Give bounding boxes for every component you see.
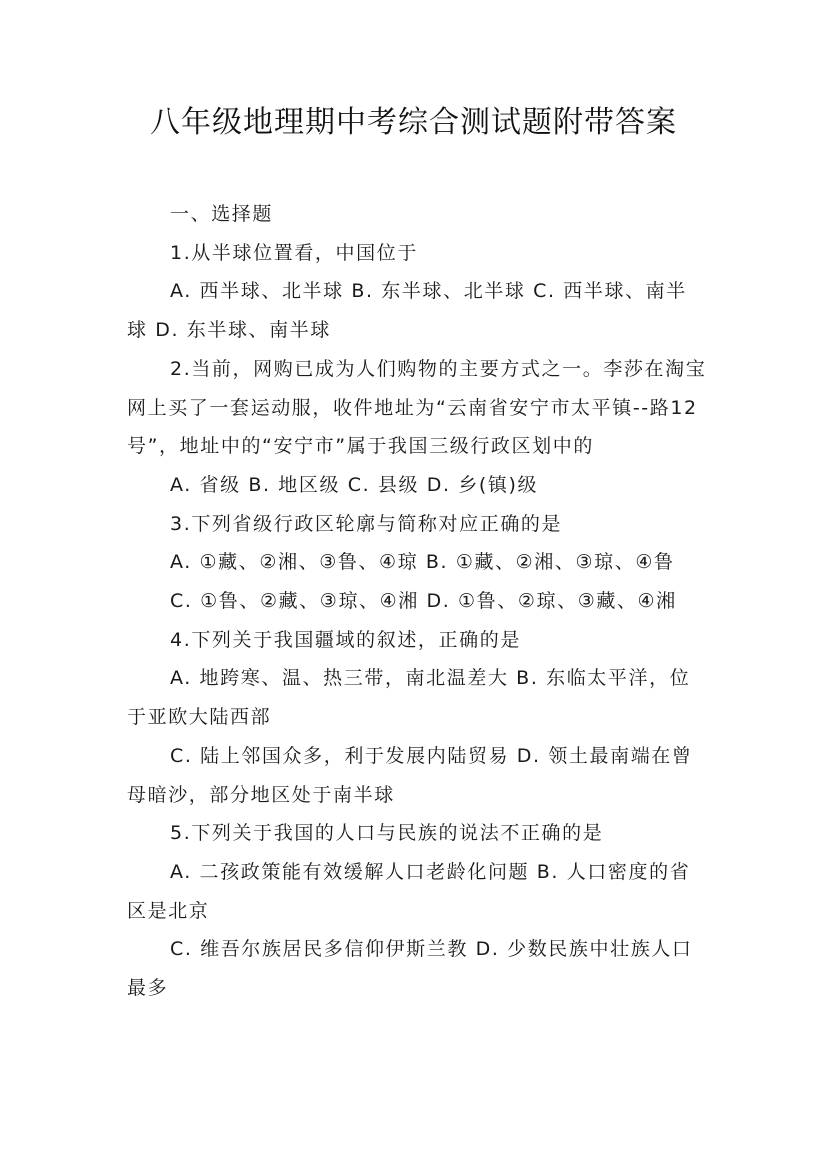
question-4-stem: 4.下列关于我国疆域的叙述，正确的是 — [170, 628, 521, 651]
question-2-options: A. 省级 B. 地区级 C. 县级 D. 乡(镇)级 — [170, 473, 539, 496]
question-3-stem: 3.下列省级行政区轮廓与简称对应正确的是 — [170, 512, 563, 535]
question-1-stem: 1.从半球位置看，中国位于 — [170, 241, 418, 264]
document-body — [127, 195, 707, 1008]
section-heading: 一、选择题 — [170, 203, 274, 225]
question-4-options-cd: C. 陆上邻国众多，利于发展内陆贸易 D. 领土最南端在曾母暗沙，部分地区处于南半球 — [127, 744, 693, 806]
question-5-stem: 5.下列关于我国的人口与民族的说法不正确的是 — [170, 822, 604, 845]
question-3-options-cd: C. ①鲁、②藏、③琼、④湘 D. ①鲁、②琼、③藏、④湘 — [170, 590, 677, 613]
question-4-options-ab: A. 地跨寒、温、热三带，南北温差大 B. 东临太平洋，位于亚欧大陆西部 — [127, 667, 691, 729]
question-3-options-ab: A. ①藏、②湘、③鲁、④琼 B. ①藏、②湘、③琼、④鲁 — [170, 551, 675, 574]
question-2-stem: 2.当前，网购已成为人们购物的主要方式之一。李莎在淘宝网上买了一套运动服，收件地址为“云南省安宁市太平镇--路12号”，地址中的“安宁市”属于我国三级行政区划中的 — [127, 357, 707, 458]
question-1-options: A. 西半球、北半球 B. 东半球、北半球 C. 西半球、南半球 D. 东半球、南半球 — [127, 280, 687, 342]
document-title: 八年级地理期中考综合测试题附带答案 — [150, 105, 677, 140]
question-5-options-ab: A. 二孩政策能有效缓解人口老龄化问题 B. 人口密度的省区是北京 — [127, 860, 691, 922]
question-5-options-cd: C. 维吾尔族居民多信仰伊斯兰教 D. 少数民族中壮族人口最多 — [127, 938, 693, 1000]
